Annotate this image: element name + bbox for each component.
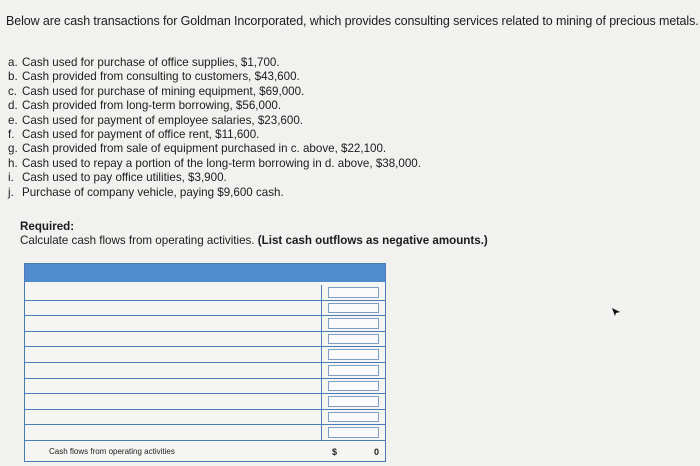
transaction-list: [8, 56, 421, 200]
total-row: [25, 442, 385, 462]
transaction-letter: h.: [8, 156, 18, 170]
worksheet-row: [25, 347, 385, 363]
amount-input[interactable]: [328, 427, 379, 438]
amount-cell: [322, 363, 385, 378]
transaction-item: [8, 157, 421, 171]
amount-input[interactable]: [328, 318, 379, 329]
amount-cell: [322, 379, 385, 394]
amount-input[interactable]: [328, 334, 379, 345]
transaction-item: [8, 171, 421, 185]
transaction-text: Cash used for payment of employee salaries, $23,600.: [22, 113, 303, 127]
worksheet-row: [25, 379, 385, 395]
transaction-letter: b.: [8, 70, 18, 84]
transaction-text: Cash provided from long-term borrowing, $56,000.: [22, 99, 282, 113]
amount-cell: [322, 394, 385, 409]
amount-input[interactable]: [328, 381, 379, 392]
total-value: 0: [373, 447, 379, 457]
transaction-letter: d.: [8, 99, 18, 113]
transaction-item: [8, 186, 421, 200]
description-input[interactable]: [25, 363, 322, 378]
transaction-letter: g.: [8, 142, 18, 156]
instruction-text: Calculate cash flows from operating activities.: [20, 234, 255, 247]
transaction-item: [8, 114, 421, 128]
worksheet-row: [25, 332, 385, 348]
amount-cell: [322, 410, 385, 425]
mouse-cursor-icon: [611, 307, 621, 317]
transaction-text: Cash provided from consulting to customers, $43,600.: [22, 70, 300, 84]
amount-cell: [322, 425, 385, 440]
transaction-letter: j.: [8, 185, 14, 199]
worksheet-row: [25, 363, 385, 379]
amount-input[interactable]: [328, 303, 379, 314]
amount-input[interactable]: [328, 396, 379, 407]
worksheet-row: [25, 394, 385, 410]
worksheet-row: [25, 285, 385, 301]
transaction-item: [8, 142, 421, 156]
transaction-letter: i.: [8, 171, 14, 185]
description-input[interactable]: [25, 410, 322, 425]
amount-input[interactable]: [328, 412, 379, 423]
required-instruction: [20, 234, 488, 247]
description-input[interactable]: [25, 301, 322, 316]
transaction-item: [8, 56, 421, 70]
transaction-text: Cash used for purchase of mining equipment, $69,000.: [22, 84, 305, 98]
amount-cell: [322, 347, 385, 362]
transaction-item: [8, 70, 421, 84]
description-input[interactable]: [25, 316, 322, 331]
transaction-text: Cash used for purchase of office supplies, $1,700.: [22, 56, 280, 69]
amount-input[interactable]: [328, 349, 379, 360]
description-input[interactable]: [25, 425, 322, 440]
transaction-letter: a.: [8, 56, 18, 69]
description-input[interactable]: [25, 285, 322, 300]
worksheet-header: [25, 264, 385, 282]
amount-cell: [322, 285, 385, 300]
description-input[interactable]: [25, 332, 322, 347]
description-input[interactable]: [25, 379, 322, 394]
problem-intro: Below are cash transactions for Goldman Incorporated, which provides consulting services related to mining of precious metals.: [6, 14, 699, 28]
transaction-item: [8, 85, 421, 99]
worksheet-row: [25, 410, 385, 426]
amount-input[interactable]: [328, 365, 379, 376]
transaction-text: Cash used to repay a portion of the long-term borrowing in d. above, $38,000.: [22, 156, 421, 170]
amount-cell: [322, 332, 385, 347]
operating-activities-worksheet: [24, 263, 386, 462]
description-input[interactable]: [25, 347, 322, 362]
transaction-text: Cash provided from sale of equipment purchased in c. above, $22,100.: [22, 142, 387, 156]
amount-cell: [322, 301, 385, 316]
instruction-note: (List cash outflows as negative amounts.): [257, 234, 488, 247]
transaction-letter: f.: [8, 128, 15, 142]
amount-input[interactable]: [328, 287, 379, 298]
worksheet-row: [25, 425, 385, 441]
transaction-item: [8, 99, 421, 113]
worksheet-row: [25, 316, 385, 332]
required-label: Required:: [20, 220, 75, 233]
total-label: Cash flows from operating activities: [49, 447, 175, 456]
currency-symbol: $: [332, 447, 338, 457]
transaction-letter: c.: [8, 84, 18, 98]
transaction-text: Cash used to pay office utilities, $3,900.: [22, 171, 227, 185]
transaction-letter: e.: [8, 113, 18, 127]
description-input[interactable]: [25, 394, 322, 409]
worksheet-row: [25, 301, 385, 317]
transaction-item: [8, 128, 421, 142]
amount-cell: [322, 316, 385, 331]
transaction-text: Cash used for payment of office rent, $11,600.: [22, 128, 260, 142]
transaction-text: Purchase of company vehicle, paying $9,600 cash.: [22, 185, 284, 199]
